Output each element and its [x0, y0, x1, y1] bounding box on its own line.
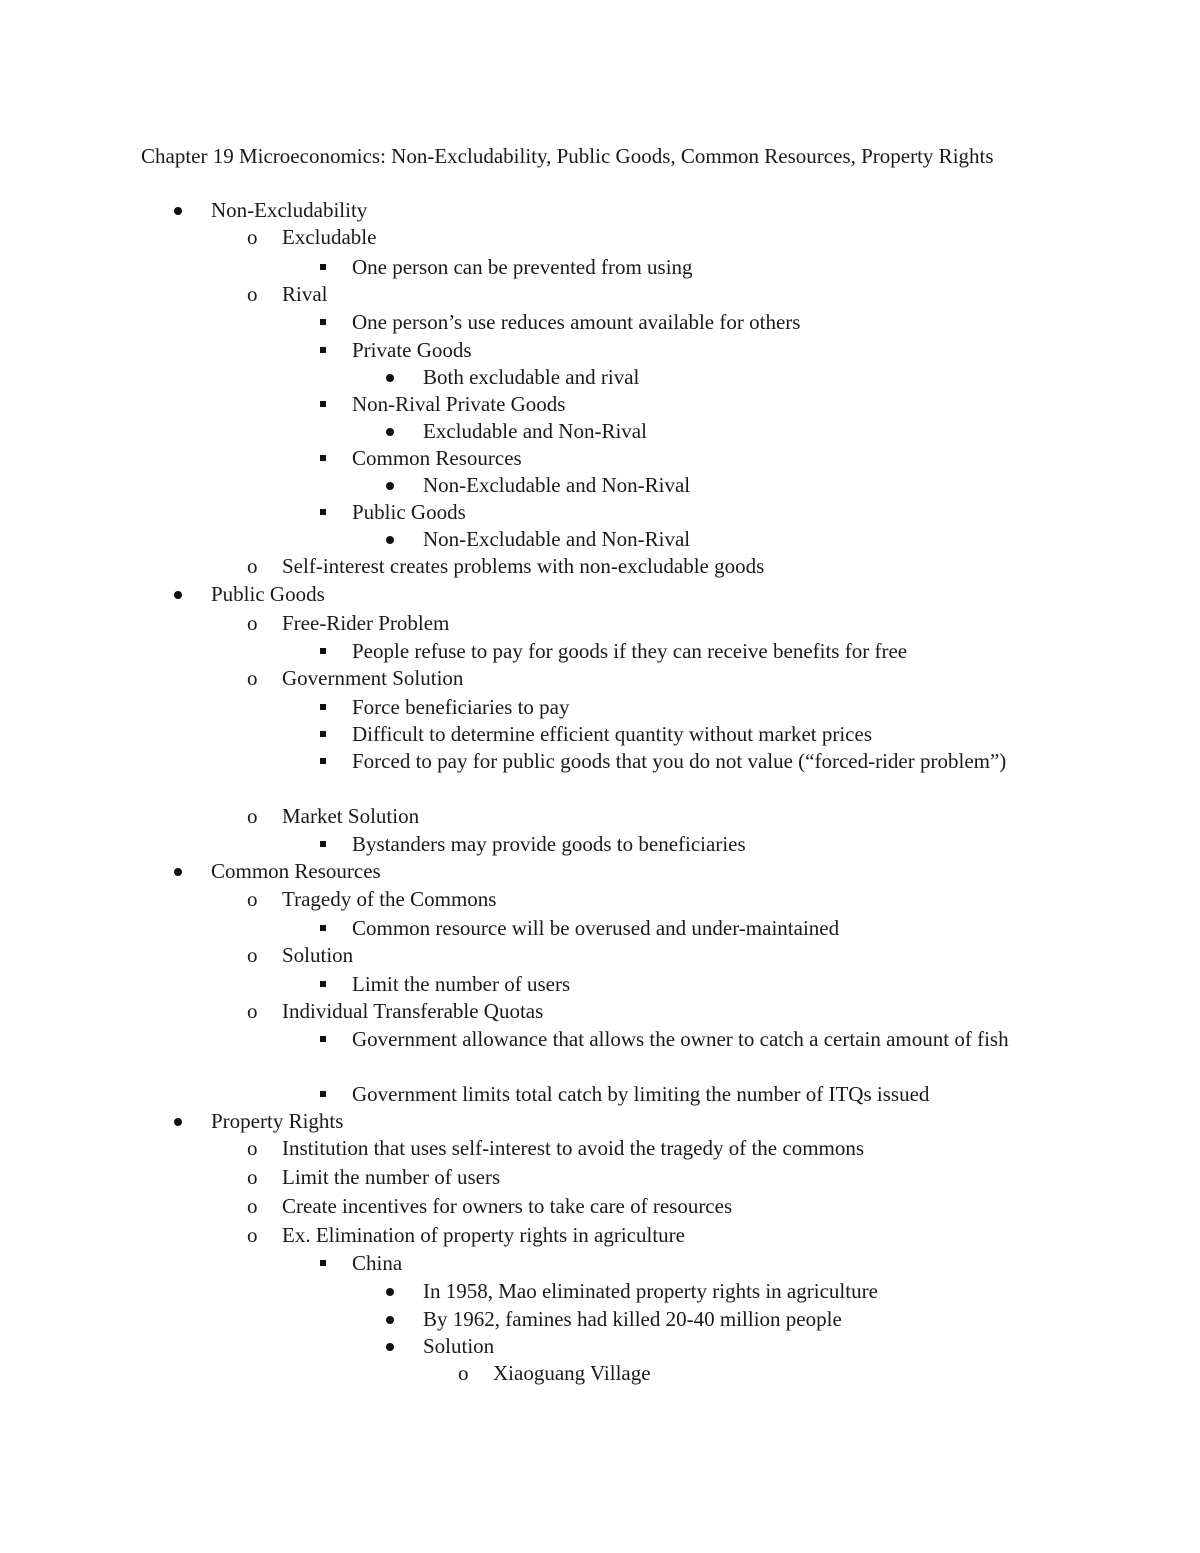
outline-item-level-3: China [352, 1251, 403, 1275]
outline-item-level-4: Solution [423, 1334, 495, 1358]
bullet-square-icon [320, 758, 326, 764]
bullet-circle-icon: o [247, 1223, 258, 1247]
bullet-dot-icon [174, 1118, 182, 1126]
outline-item-level-2: Market Solution [282, 804, 420, 828]
outline-item-level-3: Government limits total catch by limiting the number of ITQs issued [352, 1082, 930, 1106]
outline-item-level-2: Limit the number of users [282, 1165, 501, 1189]
bullet-dot-icon [174, 868, 182, 876]
outline-item-level-1: Non-Excludability [211, 198, 368, 222]
outline-item-level-3: Government allowance that allows the owner to catch a certain amount of fish [352, 1027, 1009, 1051]
bullet-circle-icon: o [247, 666, 258, 690]
bullet-square-icon [320, 925, 326, 931]
bullet-square-icon [320, 704, 326, 710]
outline-item-level-2: Create incentives for owners to take care of resources [282, 1194, 733, 1218]
bullet-dot-icon [174, 207, 182, 215]
outline-item-level-2: Self-interest creates problems with non-excludable goods [282, 554, 765, 578]
bullet-circle-icon: o [247, 282, 258, 306]
outline-item-level-1: Common Resources [211, 859, 381, 883]
bullet-dot-icon [174, 591, 182, 599]
bullet-circle-icon: o [247, 1165, 258, 1189]
bullet-square-icon [320, 841, 326, 847]
bullet-circle-icon: o [247, 1136, 258, 1160]
bullet-square-icon [320, 1091, 326, 1097]
bullet-circle-icon: o [247, 611, 258, 635]
outline-item-level-2: Tragedy of the Commons [282, 887, 497, 911]
bullet-square-icon [320, 509, 326, 515]
bullet-circle-icon: o [247, 1194, 258, 1218]
bullet-circle-icon: o [247, 999, 258, 1023]
outline-item-level-3: Force beneficiaries to pay [352, 695, 570, 719]
outline-item-level-2: Institution that uses self-interest to avoid the tragedy of the commons [282, 1136, 865, 1160]
outline-item-level-2: Free-Rider Problem [282, 611, 450, 635]
outline-item-level-4: In 1958, Mao eliminated property rights in agriculture [423, 1279, 878, 1303]
bullet-dot-icon [386, 428, 394, 436]
bullet-dot-icon [386, 1343, 394, 1351]
bullet-circle-icon: o [247, 225, 258, 249]
bullet-square-icon [320, 731, 326, 737]
bullet-dot-icon [386, 536, 394, 544]
outline-item-level-4: Non-Excludable and Non-Rival [423, 527, 691, 551]
bullet-square-icon [320, 981, 326, 987]
outline-item-level-3: Common resource will be overused and under-maintained [352, 916, 840, 940]
bullet-dot-icon [386, 482, 394, 490]
bullet-circle-icon: o [247, 943, 258, 967]
bullet-circle-icon: o [247, 804, 258, 828]
outline-item-level-3: Difficult to determine efficient quantity without market prices [352, 722, 872, 746]
outline-item-level-2: Government Solution [282, 666, 464, 690]
outline-item-level-2: Solution [282, 943, 354, 967]
outline-item-level-3: Public Goods [352, 500, 466, 524]
outline-item-level-3: One person can be prevented from using [352, 255, 693, 279]
outline-item-level-3: Private Goods [352, 338, 472, 362]
outline-item-level-1: Public Goods [211, 582, 325, 606]
bullet-circle-icon: o [458, 1361, 469, 1385]
bullet-square-icon [320, 1260, 326, 1266]
outline-item-level-3: Bystanders may provide goods to beneficiaries [352, 832, 746, 856]
bullet-square-icon [320, 1036, 326, 1042]
bullet-square-icon [320, 347, 326, 353]
outline-item-level-2: Rival [282, 282, 328, 306]
bullet-square-icon [320, 319, 326, 325]
outline-item-level-4: By 1962, famines had killed 20-40 million people [423, 1307, 842, 1331]
bullet-dot-icon [386, 1316, 394, 1324]
bullet-circle-icon: o [247, 887, 258, 911]
bullet-square-icon [320, 401, 326, 407]
outline-item-level-2: Ex. Elimination of property rights in agriculture [282, 1223, 685, 1247]
outline-item-level-3: Non-Rival Private Goods [352, 392, 566, 416]
outline-item-level-1: Property Rights [211, 1109, 344, 1133]
bullet-dot-icon [386, 374, 394, 382]
document-title: Chapter 19 Microeconomics: Non-Excludability, Public Goods, Common Resources, Property Rights [141, 144, 994, 168]
outline-item-level-3: Forced to pay for public goods that you do not value (“forced-rider problem”) [352, 749, 1007, 773]
outline-item-level-3: One person’s use reduces amount available for others [352, 310, 801, 334]
bullet-dot-icon [386, 1288, 394, 1296]
outline-item-level-2: Excludable [282, 225, 377, 249]
bullet-circle-icon: o [247, 554, 258, 578]
outline-item-level-3: Limit the number of users [352, 972, 571, 996]
bullet-square-icon [320, 264, 326, 270]
outline-item-level-5: Xiaoguang Village [493, 1361, 651, 1385]
outline-item-level-4: Non-Excludable and Non-Rival [423, 473, 691, 497]
outline-item-level-4: Both excludable and rival [423, 365, 640, 389]
outline-item-level-2: Individual Transferable Quotas [282, 999, 544, 1023]
bullet-square-icon [320, 455, 326, 461]
bullet-square-icon [320, 648, 326, 654]
outline-item-level-4: Excludable and Non-Rival [423, 419, 647, 443]
outline-item-level-3: Common Resources [352, 446, 522, 470]
outline-item-level-3: People refuse to pay for goods if they can receive benefits for free [352, 639, 908, 663]
